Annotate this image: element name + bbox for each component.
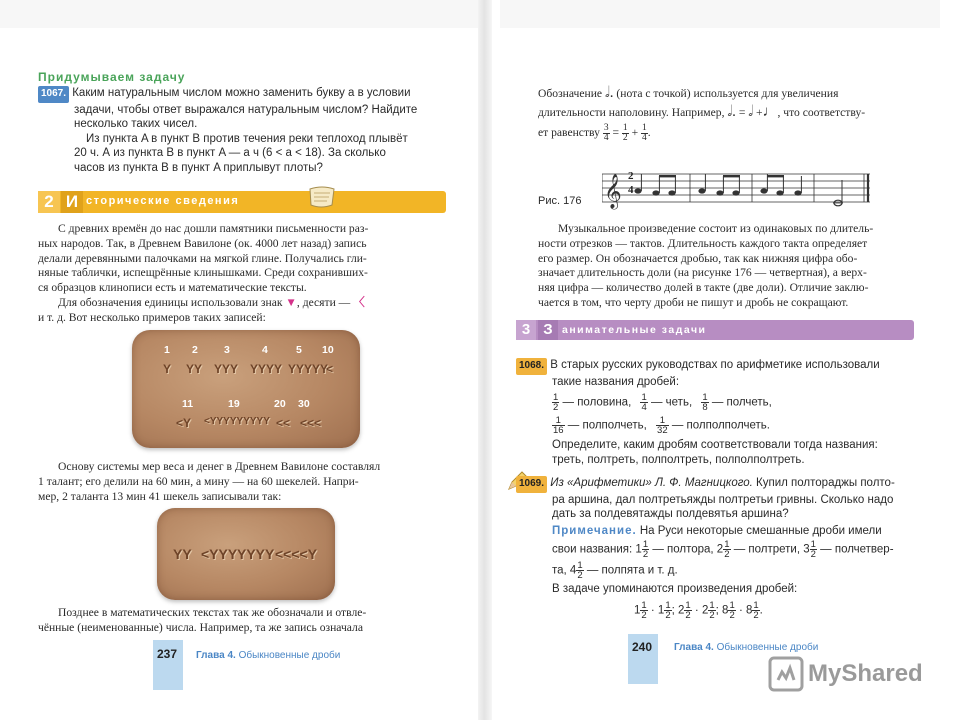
clay-tablet-numbers — [132, 330, 360, 448]
task-1067-line3: несколько таких чисел. — [74, 118, 198, 131]
task-1068-number: 1068. — [516, 358, 547, 375]
fraction — [701, 393, 708, 412]
history-section-letter: И — [61, 191, 83, 213]
fraction — [576, 561, 583, 580]
numerator: 1 — [685, 599, 691, 611]
equals-sign: = — [612, 125, 620, 139]
history-section-number: 2 — [38, 191, 60, 213]
cuneiform-sign: Y — [163, 362, 172, 376]
numerator: 1 — [724, 539, 730, 551]
history-line: С древних времён до нас дошли памятники письменности раз- — [58, 222, 369, 235]
task-1069-note — [516, 524, 926, 539]
left-page — [0, 0, 478, 720]
cuneiform-sign: YY — [173, 546, 192, 562]
fraction — [810, 540, 817, 559]
unit-line-c: и т. д. Вот несколько примеров таких записей: — [38, 310, 266, 324]
svg-text:𝄞: 𝄞 — [604, 174, 622, 209]
fraction — [684, 601, 691, 620]
fraction — [656, 416, 669, 435]
clay-tablet-measure — [157, 508, 335, 600]
denominator: 2 — [709, 609, 715, 621]
task-1067-line4: Из пункта A в пункт B против течения реки теплоход плывёт — [86, 132, 408, 145]
fraction-name: — полполчеть, — [567, 419, 647, 432]
denominator: 16 — [553, 425, 564, 437]
mixed-names-row2 — [516, 561, 926, 580]
denominator: 4 — [641, 402, 647, 414]
fun-section-title: анимательные задачи — [562, 324, 707, 336]
music-line: его размер. Он обозначается дробью, так как нижняя цифра обо- — [538, 251, 858, 265]
top-strip-right — [500, 0, 940, 28]
figure-caption: Рис. 176 — [538, 195, 582, 207]
fraction — [642, 540, 649, 559]
denominator: 32 — [657, 425, 668, 437]
watermark-text: MyShared — [808, 660, 923, 687]
fraction-products — [516, 601, 926, 620]
cuneiform-sign: <YYY — [201, 546, 238, 562]
denominator: 2 — [642, 549, 649, 561]
numerator: 1 — [552, 416, 565, 426]
note-l2b: = — [738, 105, 749, 119]
numerator: 1 — [702, 392, 708, 404]
note2c: — полтрети, 3 — [733, 543, 810, 556]
note-l1a: Обозначение — [538, 87, 603, 100]
cuneiform-sign: <YYYYYYYYY — [204, 416, 270, 427]
unit-sign-line — [38, 296, 446, 311]
fraction — [728, 601, 735, 620]
note-line1 — [538, 86, 916, 102]
fraction — [640, 393, 647, 412]
fraction — [552, 393, 559, 412]
history-section-title: сторические сведения — [86, 195, 240, 207]
fraction-names-row1 — [516, 393, 926, 412]
task-1069 — [516, 476, 926, 620]
note-l3a: ет равенству — [538, 125, 600, 139]
page-number: 237 — [157, 647, 178, 661]
note-line1: На Руси некоторые смешанные дроби имели — [636, 524, 882, 537]
dotted-half-note-icon: 𝅗𝅥. — [727, 103, 736, 120]
numerator: 1 — [553, 392, 559, 404]
cuneiform-sign: << — [276, 416, 291, 430]
plus-sign: + — [631, 125, 639, 139]
chapter-label: Глава 4. — [674, 642, 714, 653]
numerator: 1 — [810, 539, 816, 551]
denominator: 2 — [553, 402, 559, 414]
tablet-number: 2 — [192, 344, 198, 356]
cuneiform-sign: <<< — [300, 416, 322, 430]
unit-line-a: Для обозначения единицы использовали знак — [58, 295, 283, 309]
note3b: — полпята и т. д. — [586, 564, 678, 577]
denominator: 2 — [641, 609, 647, 621]
fraction — [723, 540, 730, 559]
music-staff-figure — [602, 166, 872, 212]
measure-line: мер, 2 таланта 13 мин 41 шекель записывали так: — [38, 489, 282, 503]
dotted-half-note-icon: 𝅗𝅥. — [604, 85, 614, 101]
cuneiform-sign: <Y — [176, 416, 192, 430]
fraction-name: — полчеть, — [711, 396, 772, 409]
music-staff — [602, 166, 872, 212]
note2d: — полчетвер- — [820, 543, 894, 556]
denominator: 2 — [753, 609, 759, 621]
period: . — [647, 125, 651, 139]
history-text — [38, 222, 446, 326]
tablet-number: 5 — [296, 344, 302, 356]
chapter-title: Обыкновенные дроби — [716, 642, 819, 653]
numerator: 1 — [753, 599, 759, 611]
denominator: 2 — [665, 609, 671, 621]
numerator: 1 — [622, 122, 628, 133]
history-line: няные таблички, испещрённые клинышками. Среди сохранивших- — [38, 266, 368, 280]
denominator: 2 — [724, 549, 730, 561]
denominator: 4 — [642, 132, 647, 143]
task-1069-line3: дать за полдевятажды полдевятья аршина? — [552, 508, 789, 521]
note2a: свои названия: 1 — [552, 543, 642, 556]
task-1069-source: Из «Арифметики» Л. Ф. Магницкого. — [550, 477, 753, 489]
note-l1b: (нота с точкой) используется для увеличения — [616, 87, 839, 100]
task-1067-line5: 20 ч. А из пункта B в пункт A — a ч (6 < a < 18). За сколько — [74, 147, 386, 160]
fraction — [664, 601, 671, 620]
history-line: ся образцов клинописи есть и математические тексты. — [38, 281, 307, 295]
scroll-icon — [306, 184, 338, 210]
later-line: чённые (неименованные) числа. Например, та же запись означала — [38, 620, 363, 634]
page-number: 240 — [632, 640, 653, 654]
quarter-note-icon: ♩ — [762, 103, 778, 120]
task-1067 — [38, 86, 458, 176]
fraction — [552, 416, 565, 435]
task-1068-line3: Определите, каким дробям соответствовали тогда названия: — [552, 439, 878, 452]
note3a: та, 4 — [552, 564, 577, 577]
numerator: 1 — [577, 560, 583, 572]
tablet-number: 19 — [228, 398, 240, 410]
tablet-number: 30 — [298, 398, 310, 410]
fraction — [622, 124, 629, 143]
chapter-footer — [674, 642, 818, 653]
time-signature-bottom: 4 — [628, 184, 634, 196]
numerator: 1 — [656, 416, 669, 426]
cuneiform-sign: YY — [186, 362, 203, 376]
product-part: · 1 — [650, 604, 665, 617]
measure-line: Основу системы мер веса и денег в Древнем Вавилоне составлял — [58, 460, 381, 473]
product-part: 1 — [634, 604, 641, 617]
fraction — [603, 124, 610, 143]
chapter-title: Обыкновенные дроби — [238, 650, 341, 661]
fun-section-letter: З — [538, 320, 558, 340]
numerator: 1 — [641, 599, 647, 611]
denominator: 2 — [622, 132, 628, 143]
note-text — [538, 86, 916, 143]
denominator: 2 — [729, 609, 735, 621]
tablet-number: 20 — [274, 398, 286, 410]
measure-text — [38, 460, 446, 504]
half-note-icon: 𝅗𝅥 — [748, 103, 754, 120]
top-strip-left — [0, 0, 478, 28]
tablet-number: 10 — [322, 344, 334, 356]
product-part: . — [759, 604, 763, 617]
numerator: 1 — [709, 599, 715, 611]
tablet-number: 4 — [262, 344, 268, 356]
myshared-logo-icon — [768, 656, 804, 692]
fraction-name: — половина, — [562, 396, 632, 409]
fraction-name: — полполполчеть. — [671, 419, 770, 432]
numerator: 1 — [665, 599, 671, 611]
task-1067-line1: Каким натуральным числом можно заменить букву a в условии — [72, 87, 411, 99]
cuneiform-sign: YYYYY — [288, 362, 329, 376]
product-part: ; 2 — [671, 604, 685, 617]
denominator: 8 — [702, 402, 708, 414]
task-1068 — [516, 358, 926, 467]
note-l2a: длительности наполовину. Например, — [538, 105, 725, 119]
wedge-ten-icon: 〈 — [353, 295, 365, 309]
time-signature-top: 2 — [628, 170, 634, 182]
mixed-names-row1 — [516, 540, 926, 559]
music-line: няя цифра — количество долей в такте (две доли). Отличие заклю- — [538, 281, 869, 295]
cuneiform-sign: YYYY — [250, 362, 283, 376]
product-part: ; 8 — [715, 604, 729, 617]
cuneiform-sign: YYYY — [237, 546, 275, 562]
fraction — [641, 124, 648, 143]
fraction — [640, 601, 647, 620]
cuneiform-sign: < — [326, 362, 334, 376]
tablet-number: 3 — [224, 344, 230, 356]
denominator: 2 — [577, 570, 583, 582]
fun-section-number: 3 — [516, 320, 536, 340]
fraction-name: — четь, — [650, 396, 693, 409]
task-1068-line1: В старых русских руководствах по арифметике использовали — [550, 359, 880, 371]
task-1069-line2: ра аршина, дал полтретьяжды полтретьи гривны. Сколько надо — [552, 493, 894, 506]
task-1069-number: 1069. — [516, 476, 547, 493]
task-1069-mentioned: В задаче упоминаются произведения дробей: — [552, 583, 798, 596]
task-1068-line2: такие названия дробей: — [552, 375, 680, 388]
later-text — [38, 606, 446, 636]
numerator: 3 — [603, 122, 609, 133]
right-page — [492, 0, 960, 720]
denominator: 4 — [603, 132, 609, 143]
cuneiform-sign: <<<<Y — [275, 546, 318, 562]
music-line: Музыкальное произведение состоит из одинаковых по длитель- — [558, 222, 874, 235]
invent-task-heading: Придумываем задачу — [38, 70, 186, 84]
note-line3 — [538, 124, 916, 143]
tablet-number: 1 — [164, 344, 170, 356]
music-line: чается в том, что черту дроби не пишут и дробь не сокращают. — [538, 295, 849, 309]
chapter-label: Глава 4. — [196, 650, 236, 661]
unit-line-b: , десяти — — [296, 295, 351, 309]
book-gutter — [478, 0, 492, 720]
product-part: · 2 — [694, 604, 709, 617]
numerator: 1 — [641, 392, 647, 404]
music-text — [538, 222, 916, 311]
task-1069-line1: Купил полтораджы полто- — [752, 477, 895, 489]
denominator: 2 — [810, 549, 816, 561]
music-line: ности отрезков — тактов. Длительность каждого такта определяет — [538, 236, 868, 250]
fraction — [752, 601, 759, 620]
note-line2 — [538, 105, 916, 121]
task-1067-line6: часов из пункта B в пункт A приплывут плоты? — [74, 161, 323, 174]
task-1067-line2: задачи, чтобы ответ выражался натуральным числом? Найдите — [74, 103, 418, 116]
numerator: 1 — [642, 539, 649, 551]
tablet-number: 11 — [182, 398, 194, 410]
note2b: — полтора, 2 — [652, 543, 724, 556]
cuneiform-sign: YYY — [214, 362, 239, 376]
denominator: 2 — [685, 609, 691, 621]
history-line: ных народов. Так, в Древнем Вавилоне (ок. 4000 лет назад) запись — [38, 236, 367, 250]
history-line: делали деревянными палочками на мягкой глине. Получались гли- — [38, 251, 367, 265]
fraction — [708, 601, 715, 620]
music-line: значает длительность доли (на рисунке 176 — четвертная), а верх- — [538, 266, 867, 280]
product-part: · 8 — [738, 604, 753, 617]
note-l2c: + — [755, 105, 763, 119]
fraction-names-row2 — [516, 416, 926, 435]
task-1067-number: 1067. — [38, 86, 69, 103]
chapter-footer — [196, 650, 340, 661]
measure-line: 1 талант; его делили на 60 мин, а мину — на 60 шекелей. Напри- — [38, 474, 359, 488]
numerator: 1 — [642, 122, 647, 133]
later-line: Позднее в математических текстах так же обозначали и отвле- — [58, 606, 367, 619]
numerator: 1 — [729, 599, 735, 611]
wedge-one-icon: ▼ — [285, 295, 297, 309]
task-1068-line4: треть, полтреть, полполтреть, полполполтреть. — [552, 453, 805, 466]
note-label: Примечание. — [552, 524, 637, 537]
note-l2d: , что соответству- — [777, 105, 866, 119]
